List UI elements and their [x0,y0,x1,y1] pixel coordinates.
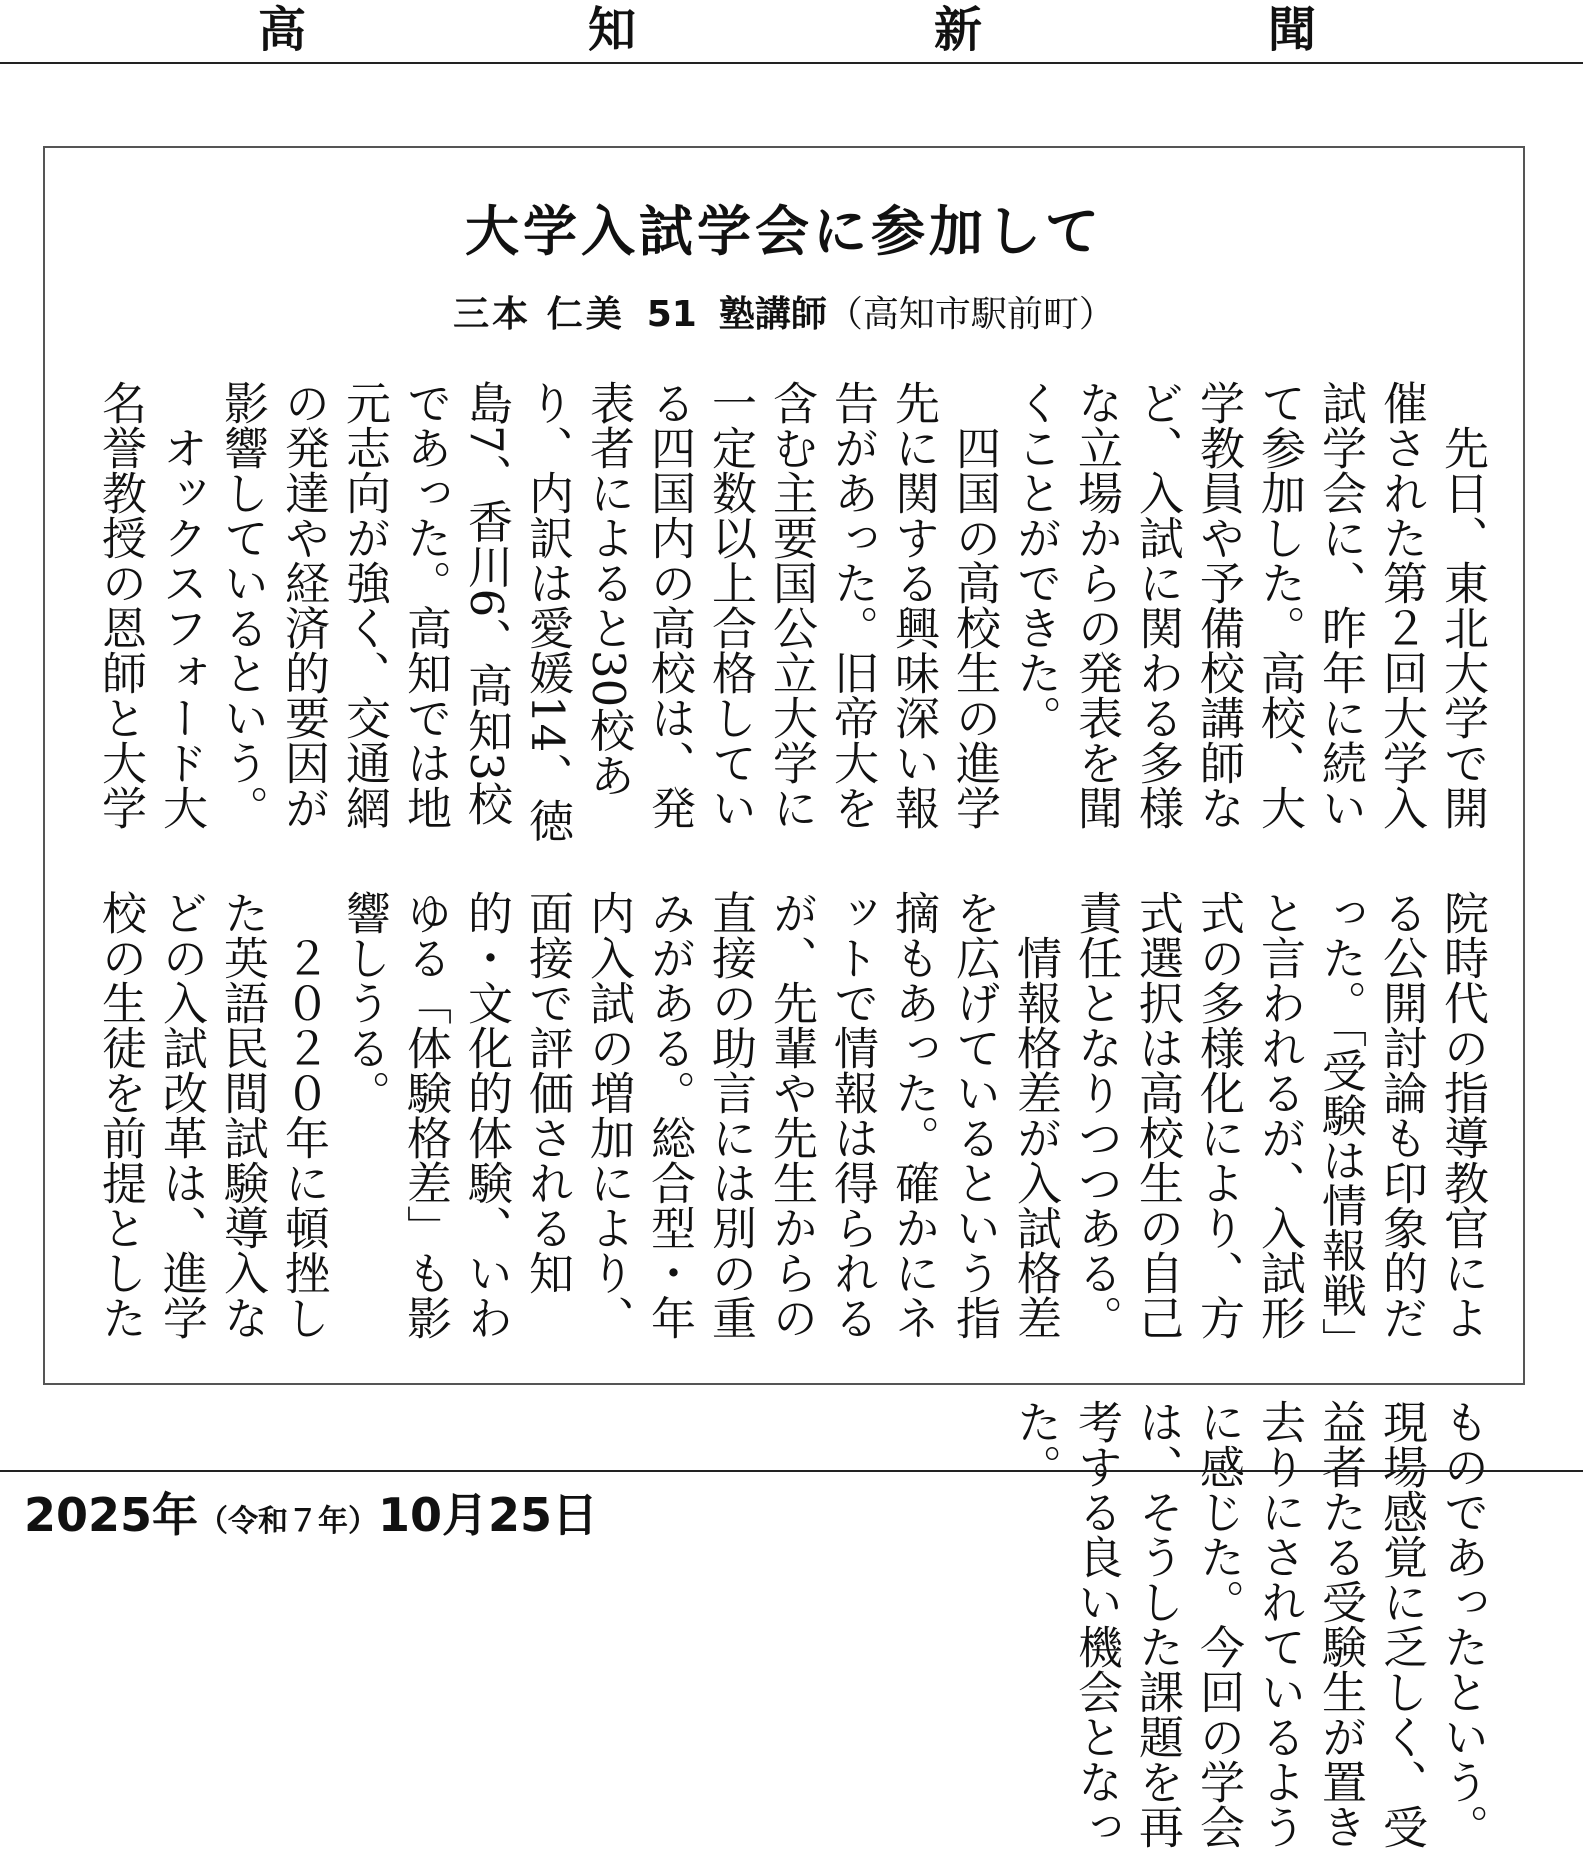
author-occupation: 塾講師 [718,294,827,335]
article-paragraph: 四国の高校生の進学先に関する興味深い報告があった。旧帝大を含む主要国公立大学に一定数以上合格している四国内の高校は、発表者によると30校あり、内訳は愛媛14、徳島7、香川6、高知3校であった。高知では地元志向が強く、交通網の発達や経済的要因が影響しているという。 [216,380,1001,843]
article-paragraph: ２０２０年に頓挫した英語民間試験導入などの入試改革は、進学校の生徒を前提としたものであったという。現場感覚に乏しく、受益者たる受験生が置き去りにされているように感じた。今回の学会は、そうした課題を再考する良い機会となった。 [94,889,1489,1849]
article-paragraph: オックスフォード大名誉教授の恩師と大学院時代の指導教官による公開討論も印象的だった。「受験は情報戦」と言われるが、入試形式の多様化により、方式選択は高校生の自己責任となりつつある。 [94,380,1489,1362]
publication-dateline [24,1480,598,1550]
masthead-char: 高 [258,2,307,58]
masthead-char: 聞 [1268,2,1317,58]
article-paragraph: 情報格差が入試格差を広げているという指摘もあった。確かにネットで情報は得られるが、先輩や先生からの直接の助言には別の重みがある。総合型・年内入試の増加により、面接で評価される知的・文化的体験、いわゆる「体験格差」も影響しうる。 [338,889,1062,1340]
author-name: 三本 仁美 [453,294,625,335]
footer-divider [0,1470,1583,1472]
dateline-era: （令和７年） [198,1504,379,1539]
byline [45,290,1523,340]
author-age: 51 [646,294,697,335]
masthead-char: 知 [588,2,637,58]
dateline-date: 10月25日 [378,1488,599,1542]
newspaper-masthead [0,0,1583,64]
article-paragraph: 先日、東北大学で開催された第２回大学入試学会に、昨年に続いて参加した。高校、大学教員や予備校講師など、入試に関わる多様な立場からの発表を聞くことができた。 [1009,380,1489,830]
dateline-year: 2025年 [24,1488,199,1542]
masthead-char: 新 [934,2,983,58]
author-address: （高知市駅前町） [826,294,1115,335]
article-title: 大学入試学会に参加して [465,199,1103,263]
